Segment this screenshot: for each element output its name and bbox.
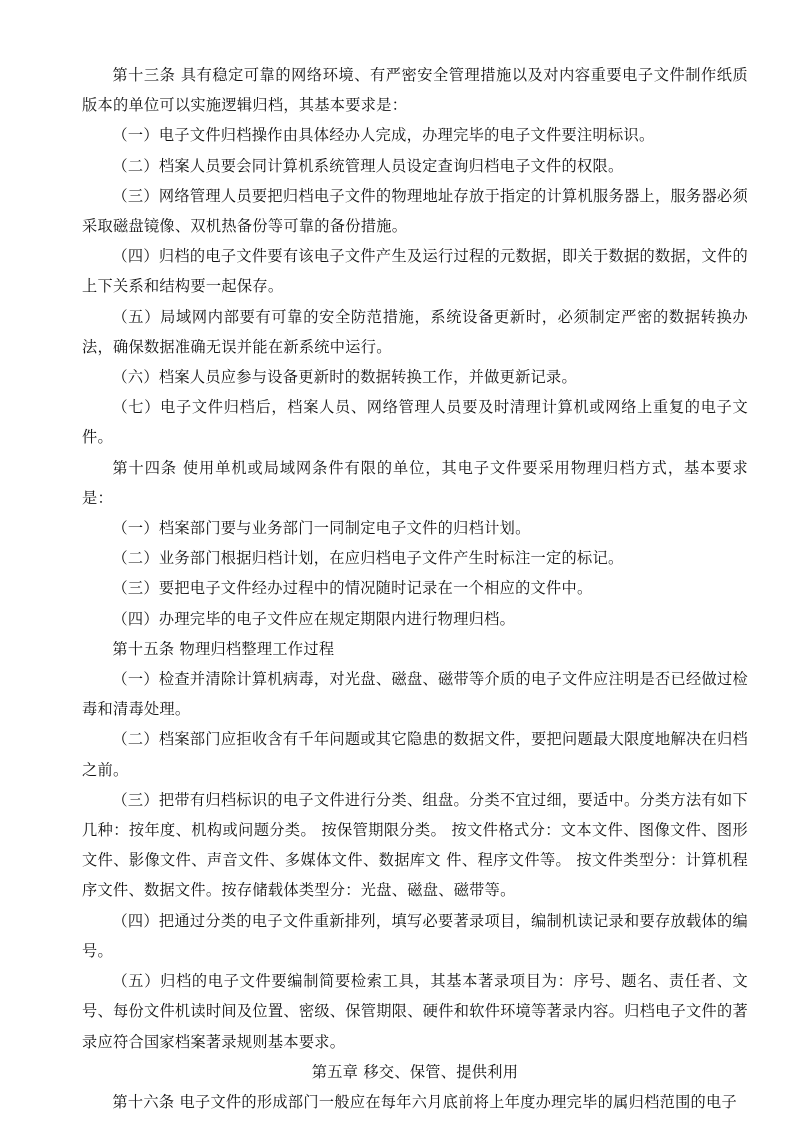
- article-14-item-2: （二）业务部门根据归档计划，在应归档电子文件产生时标注一定的标记。: [112, 549, 624, 568]
- article-13-item-3: （三）网络管理人员要把归档电子文件的物理地址存放于指定的计算机服务器上，服务器必须采取磁盘镜像、双机热备份等可靠的备份措施。: [82, 186, 748, 236]
- article-14-item-3: （三）要把电子文件经办过程中的情况随时记录在一个相应的文件中。: [112, 579, 593, 598]
- article-15-heading: 第十五条 物理归档整理工作过程: [112, 639, 335, 658]
- chapter-5-heading: 第五章 移交、保管、提供利用: [311, 1062, 519, 1081]
- article-13-item-6: （六）档案人员应参与设备更新时的数据转换工作，并做更新记录。: [112, 368, 578, 387]
- article-13-item-5: （五）局域网内部要有可靠的安全防范措施，系统设备更新时，必须制定严密的数据转换办法，确保数据准确无误并能在新系统中运行。: [82, 307, 748, 356]
- document-body: [82, 60, 748, 1117]
- article-15-item-3: （三）把带有归档标识的电子文件进行分类、组盘。分类不宜过细，要适中。分类方法有如下几种：按年度、机构或问题分类。 按保管期限分类。 按文件格式分：文本文件、图像文件、图形文件、影像文件、声音文件、多媒体文件、数据库文 件、程序文件等。 按文件类型分：计算机程序文件、数据文件。按存储载体类型分：光盘、磁盘、磁带等。: [82, 790, 748, 900]
- article-13-item-4: （四）归档的电子文件要有该电子文件产生及运行过程的元数据，即关于数据的数据，文件的上下关系和结构要一起保存。: [82, 247, 748, 296]
- article-14-item-1: （一）档案部门要与业务部门一同制定电子文件的归档计划。: [112, 519, 531, 538]
- article-15-item-1: （一）检查并清除计算机病毒，对光盘、磁盘、磁带等介质的电子文件应注明是否已经做过检毒和清毒处理。: [82, 670, 748, 719]
- article-14-item-4: （四）办理完毕的电子文件应在规定期限内进行物理归档。: [112, 609, 516, 628]
- article-15-item-2: （二）档案部门应拒收含有千年问题或其它隐患的数据文件，要把问题最大限度地解决在归档之前。: [82, 730, 748, 779]
- article-13-paragraph: 第十三条 具有稳定可靠的网络环境、有严密安全管理措施以及对内容重要电子文件制作纸质版本的单位可以实施逻辑归档，其基本要求是：: [82, 66, 748, 115]
- article-13-item-2: （二）档案人员要会同计算机系统管理人员设定查询归档电子文件的权限。: [112, 156, 624, 175]
- article-13-item-1: （一）电子文件归档操作由具体经办人完成，办理完毕的电子文件要注明标识。: [112, 126, 655, 145]
- article-16-paragraph: 第十六条 电子文件的形成部门一般应在每年六月底前将上年度办理完毕的属归档范围的电子: [112, 1092, 738, 1111]
- article-15-item-5: （五）归档的电子文件要编制简要检索工具，其基本著录项目为：序号、题名、责任者、文号、每份文件机读时间及位置、密级、保管期限、硬件和软件环境等著录内容。归档电子文件的著录应符合国家档案著录规则基本要求。: [82, 972, 748, 1051]
- article-13-item-7: （七）电子文件归档后，档案人员、网络管理人员要及时清理计算机或网络上重复的电子文件。: [82, 398, 748, 447]
- article-14-paragraph: 第十四条 使用单机或局域网条件有限的单位，其电子文件要采用物理归档方式，基本要求是：: [82, 458, 748, 507]
- article-15-item-4: （四）把通过分类的电子文件重新排列，填写必要著录项目，编制机读记录和要存放载体的编号。: [82, 911, 748, 960]
